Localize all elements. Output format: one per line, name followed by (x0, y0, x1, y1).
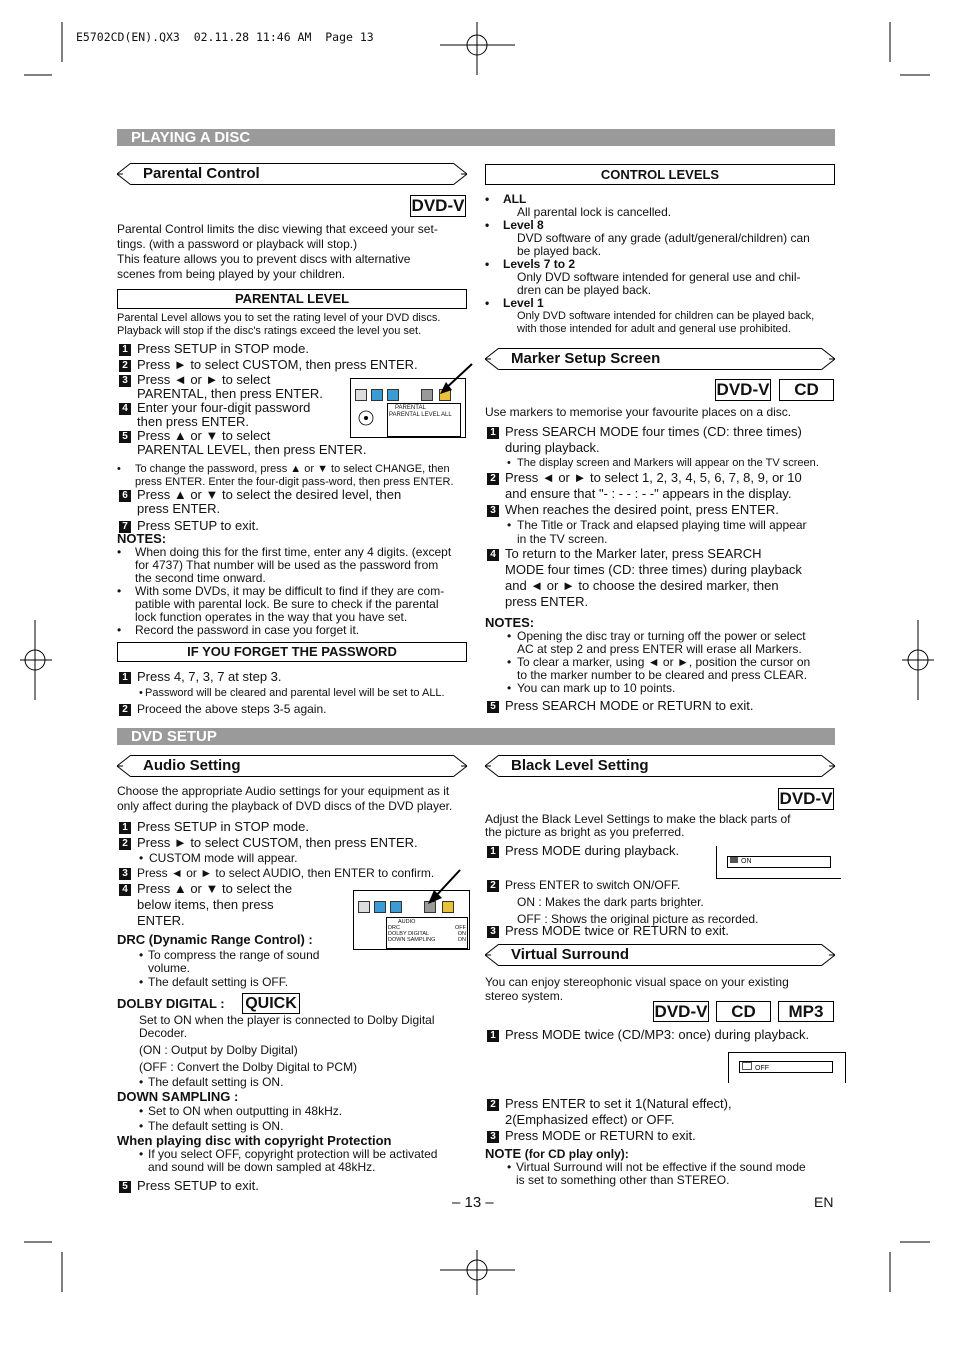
badge-cd: CD (779, 379, 834, 401)
black-intro: Adjust the Black Level Settings to make the black parts of the picture as bright as you preferred. (485, 812, 791, 839)
section-dvd-setup: DVD SETUP (117, 728, 835, 745)
marker-step-5: 5 Press SEARCH MODE or RETURN to exit. (487, 698, 837, 714)
virtual-screen-illustration (728, 1052, 846, 1083)
forget-password-header: IF YOU FORGET THE PASSWORD (117, 642, 467, 662)
screen-menu-area: PARENTAL PARENTAL LEVEL ALL (387, 403, 461, 437)
audio-steps: 1 Press SETUP in STOP mode. 2 Press ► to select CUSTOM, then press ENTER. • CUSTOM mode will appear. 3 Press ◄ or ► to select AUDIO, then ENTER to confirm. 4 Press ▲ or ▼ to select the below items, then press ENTER. (119, 819, 474, 929)
remote-cursor-icon (357, 409, 375, 427)
display-icon (390, 901, 402, 913)
drc-heading: DRC (Dynamic Range Control) : (117, 932, 313, 947)
virtual-steps: 2 Press ENTER to set it 1(Natural effect), 2(Emphasized effect) or OFF. 3 Press MODE or RETURN to exit. (487, 1096, 837, 1144)
page-number: – 13 – (452, 1194, 494, 1211)
parental-bullet: • To change the password, press ▲ or ▼ to select CHANGE, then press ENTER. Enter the four-digit pass-word, then press ENTER. (117, 463, 454, 488)
parental-control-title-text: Parental Control (143, 165, 260, 182)
badge-quick: QUICK (242, 993, 300, 1014)
audio-setting-title (117, 755, 467, 777)
marker-intro: Use markers to memorise your favourite places on a disc. (485, 405, 792, 419)
forget-steps: 1 Press 4, 7, 3, 7 at step 3. • Password will be cleared and parental level will be set to ALL. 2 Proceed the above steps 3-5 again. (119, 669, 474, 717)
badge-dvd-v: DVD-V (716, 380, 770, 399)
disc-icon (358, 901, 370, 913)
badge-dvd-v: DVD-V (779, 789, 833, 808)
virtual-surround-title-text: Virtual Surround (511, 946, 630, 963)
parental-steps: 1 Press SETUP in STOP mode. 2 Press ► to select CUSTOM, then press ENTER. 3 Press ◄ or ► to select PARENTAL, then press ENTER. 4 Enter your four-digit password then press ENTER. 5 Press ▲ or ▼ to select PARENTAL LEVEL, then press ENTER. (119, 341, 469, 457)
virtual-surround-status-bar: OFF (739, 1061, 833, 1073)
black-step-1: 1 Press MODE during playback. (487, 843, 679, 859)
black-step-3: 3 Press MODE twice or RETURN to exit. (487, 923, 729, 939)
parental-notes: NOTES: • When doing this for the first time, enter any 4 digits. (except for 4737) That number will be used as the password from the second time onward. • With some DVDs, it may be difficult to find if they are com- patible with parental lock. Be sure to check if the parental lock function operates in the way that you have set. • Record the password in case you forget it. (117, 531, 452, 637)
badge-dvd-v: DVD-V (411, 196, 465, 215)
control-levels-list: • ALL All parental lock is cancelled. • Level 8 DVD software of any grade (adult/general/children) can be played back. • Levels 7 to 2 Only DVD software intended for general use and chil- dren can be played back. • Level 1 Only DVD software intended for children can be played back, with those intended for adult and general use prohibited. (485, 192, 815, 335)
section-playing-a-disc: PLAYING A DISC (117, 129, 835, 146)
pointer-arrow-icon (420, 868, 464, 912)
copyright-bullets: • If you select OFF, copyright protection will be activated and sound will be down sampled at 48kHz. (139, 1147, 438, 1174)
parental-control-title (117, 163, 467, 185)
dolby-heading: DOLBY DIGITAL : (117, 996, 225, 1011)
black-step-2: 2 Press ENTER to switch ON/OFF. ON : Makes the dark parts brighter. OFF : Shows the original picture as recorded. (487, 877, 837, 927)
black-level-title (485, 755, 835, 777)
down-sampling-heading: DOWN SAMPLING : (117, 1089, 239, 1104)
down-sampling-bullets: • Set to ON when outputting in 48kHz. • The default setting is ON. (139, 1104, 343, 1133)
virtual-intro: You can enjoy stereophonic visual space on your existing stereo system. (485, 975, 789, 1003)
black-level-title-text: Black Level Setting (511, 757, 649, 774)
black-level-status-bar: ON (727, 856, 831, 868)
marker-setup-title-text: Marker Setup Screen (511, 350, 661, 367)
virtual-surround-title (485, 944, 835, 966)
language-icon (374, 901, 386, 913)
dolby-bullets: Set to ON when the player is connected to Dolby Digital Decoder. (ON : Output by Dolby Digital) (OFF : Convert the Dolby Digital to PCM) • The default setting is ON. (139, 1013, 435, 1089)
virtual-note-bullets: • Virtual Surround will not be effective if the sound mode is set to something other than STEREO. (507, 1160, 806, 1187)
virtual-note-heading: NOTE (for CD play only): (485, 1146, 629, 1161)
badge-mp3: MP3 (778, 1001, 834, 1022)
file-info: E5702CD(EN).QX3 02.11.28 11:46 AM Page 13 (76, 30, 374, 44)
audio-intro: Choose the appropriate Audio settings for your equipment as it only affect during the playback of DVD discs of the DVD player. (117, 784, 453, 813)
language-code: EN (814, 1194, 834, 1210)
drc-bullets: • To compress the range of sound volume. • The default setting is OFF. (139, 948, 320, 989)
display-icon (387, 389, 399, 401)
parental-level-header: PARENTAL LEVEL (117, 289, 467, 309)
parental-intro: Parental Control limits the disc viewing that exceed your set- tings. (with a password or playback will stop.) This feature allows you to prevent discs with alternative scenes from being played by your children. (117, 222, 438, 281)
badge-cd: CD (716, 1001, 771, 1022)
parental-steps-2: 6 Press ▲ or ▼ to select the desired level, then press ENTER. 7 Press SETUP to exit. (119, 488, 469, 534)
audio-step-5: 5 Press SETUP to exit. (119, 1178, 469, 1194)
marker-notes: NOTES: • Opening the disc tray or turning off the power or select AC at step 2 and press ENTER will erase all Markers. • To clear a marker, using ◄ or ►, position the cursor on to the marker number to be cleared and press CLEAR. • You can mark up to 10 points. (485, 615, 811, 695)
badge-dvd-v: DVD-V (654, 1002, 708, 1021)
marker-steps: 1 Press SEARCH MODE four times (CD: three times) during playback. • The display screen and Markers will appear on the TV screen. 2 Press ◄ or ► to select 1, 2, 3, 4, 5, 6, 7, 8, 9, or 10 and ensure that "- : - - : - -" appears in the display. 3 When reaches the desired point, press ENTER. • The Title or Track and elapsed playing time will appear in the TV screen. 4 To return to the Marker later, press SEARCH MODE four times (CD: three times) during playback and ◄ or ► to choose the desired marker, then press ENTER. (487, 424, 837, 610)
black-screen-illustration (716, 846, 841, 879)
pointer-arrow-icon (436, 362, 476, 402)
virtual-step-1: 1 Press MODE twice (CD/MP3: once) during playback. (487, 1027, 809, 1043)
marker-setup-title (485, 348, 835, 370)
language-icon (371, 389, 383, 401)
audio-icon (421, 389, 433, 401)
screen-menu-area: AUDIO DRC OFF DOLBY DIGITAL ON DOWN SAMPLING ON (386, 917, 468, 949)
disc-icon (355, 389, 367, 401)
control-levels-header: CONTROL LEVELS (485, 164, 835, 185)
audio-setting-title-text: Audio Setting (143, 757, 241, 774)
copyright-heading: When playing disc with copyright Protection (117, 1133, 392, 1148)
parental-level-desc: Parental Level allows you to set the rating level of your DVD discs. Playback will stop if the disc's ratings exceed the level you set. (117, 312, 441, 337)
